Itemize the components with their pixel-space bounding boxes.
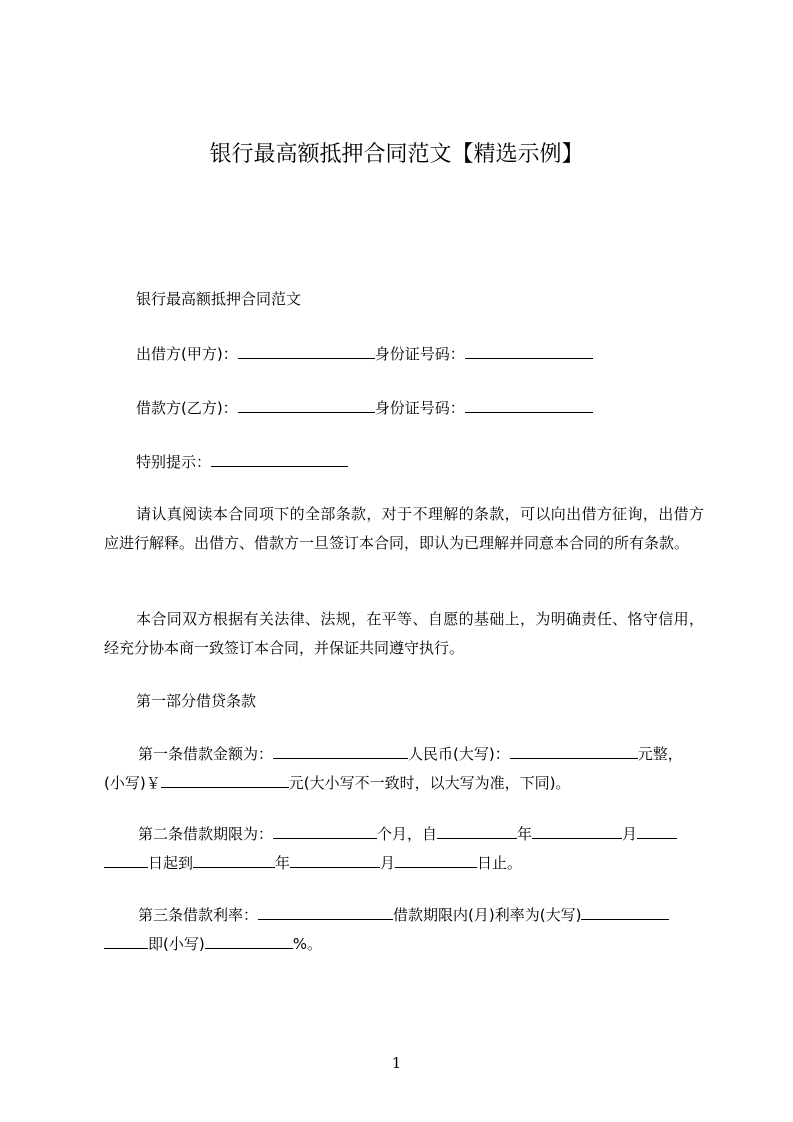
article-1-label: 第一条借款金额为： [138,745,274,763]
rate-inner-label: 借款期限内(月)利率为(大写) [393,906,582,924]
yuan-whole-label: 元整， [637,745,683,763]
lender-id-blank[interactable] [465,344,593,359]
month-label: 月 [622,825,638,843]
end-year-blank[interactable] [193,853,275,868]
article-1-tail: 元(大小写不一致时，以大写为准，下同)。 [288,774,571,792]
percent-label: %。 [292,935,322,953]
months-blank[interactable] [273,824,377,839]
lender-label: 出借方(甲方)： [136,345,238,363]
section-heading: 第一部分借贷条款 [136,692,257,710]
months-label: 个月，自 [377,825,438,843]
small-amount-blank[interactable] [161,773,289,788]
rate-big-blank-b[interactable] [104,934,148,949]
notice-label: 特别提示： [136,453,212,471]
month2-label: 月 [380,854,396,872]
contract-subtitle: 银行最高额抵押合同范文 [136,290,302,308]
lender-id-label: 身份证号码： [374,345,465,363]
page-number: 1 [391,1054,402,1072]
start-day-blank-a[interactable] [637,824,677,839]
end-month-blank[interactable] [290,853,380,868]
rmb-big-blank[interactable] [510,744,638,759]
borrower-label: 借款方(乙方)： [136,399,238,417]
article-2-row-2 [104,849,704,878]
lender-line [136,344,593,364]
start-day-blank-b[interactable] [104,853,148,868]
article-3-row-2 [104,930,704,959]
article-1-row-2 [104,769,704,798]
borrower-name-blank[interactable] [238,398,375,413]
year2-label: 年 [275,854,291,872]
rmb-big-label: 人民币(大写)： [408,745,510,763]
start-month-blank[interactable] [532,824,622,839]
article-2-label: 第二条借款期限为： [138,825,274,843]
end-day-blank[interactable] [395,853,477,868]
notice-blank[interactable] [211,452,348,467]
rate-small-blank[interactable] [205,934,293,949]
end-label: 日止。 [477,854,523,872]
article-3 [104,901,704,959]
article-2-row-1 [104,820,704,849]
article-3-row-1 [104,901,704,930]
amount-blank[interactable] [273,744,408,759]
lender-name-blank[interactable] [238,344,375,359]
paragraph-agreement: 本合同双方根据有关法律、法规，在平等、自愿的基础上，为明确责任、恪守信用，经充分协本商一致签订本合同，并保证共同遵守执行。 [104,610,704,657]
rate-small-label: 即(小写) [148,935,205,953]
article-1 [104,740,704,798]
rate-blank[interactable] [258,905,393,920]
year-label: 年 [517,825,533,843]
article-3-label: 第三条借款利率： [138,906,259,924]
document-title: 银行最高额抵押合同范文【精选示例】 [209,142,584,167]
notice-line [136,452,348,472]
from-label: 日起到 [148,854,194,872]
paragraph-instructions: 请认真阅读本合同项下的全部条款，对于不理解的条款，可以向出借方征询，出借方应进行解释。出借方、借款方一旦签订本合同，即认为已理解并同意本合同的所有条款。 [104,505,704,552]
small-amount-label: (小写)￥ [104,774,161,792]
article-2 [104,820,704,878]
start-year-blank[interactable] [437,824,517,839]
borrower-id-label: 身份证号码： [374,399,465,417]
borrower-id-blank[interactable] [465,398,593,413]
article-1-row-1 [104,740,704,769]
rate-big-blank-a[interactable] [581,905,669,920]
borrower-line [136,398,593,418]
